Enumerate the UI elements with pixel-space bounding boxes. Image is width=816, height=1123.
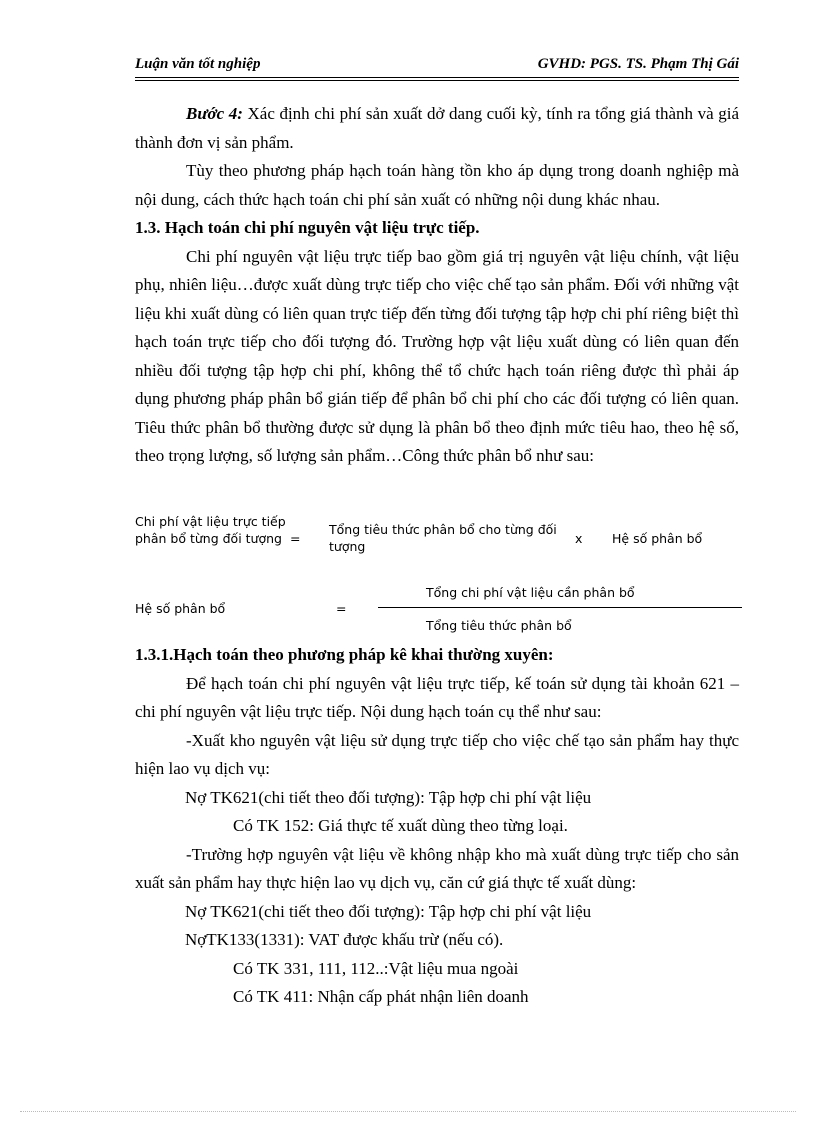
paragraph-account-621: Để hạch toán chi phí nguyên vật liệu trực tiếp, kế toán sử dụng tài khoản 621 – chi phí nguyên vật liệu trực tiếp. Nội dung hạch toán cụ thể như sau: bbox=[135, 673, 739, 721]
page-bottom-border bbox=[20, 1111, 796, 1112]
section-heading-1-3-1: 1.3.1.Hạch toán theo phương pháp kê khai thường xuyên: bbox=[135, 645, 554, 664]
formula1-times: x bbox=[575, 531, 583, 546]
step-text: Xác định chi phí sản xuất dở dang cuối kỳ, tính ra tổng giá thành và giá thành đơn vị sản phẩm. bbox=[135, 104, 739, 152]
header-supervisor: GVHD: PGS. TS. Phạm Thị Gái bbox=[537, 56, 739, 72]
header-thesis-title: Luận văn tốt nghiệp bbox=[135, 56, 261, 72]
formula1-lhs: Chi phí vật liệu trực tiếp phân bổ từng đối tượng bbox=[135, 514, 286, 546]
entry-credit-411: Có TK 411: Nhận cấp phát nhận liên doanh bbox=[233, 987, 529, 1006]
formula2-fraction-bar bbox=[378, 607, 742, 608]
paragraph-method: Tùy theo phương pháp hạch toán hàng tồn kho áp dụng trong doanh nghiệp mà nội dung, cách thức hạch toán chi phí sản xuất có những nội dung khác nhau. bbox=[135, 161, 739, 209]
entry-credit-331: Có TK 331, 111, 112..:Vật liệu mua ngoài bbox=[233, 958, 519, 978]
header-rule-thin bbox=[135, 80, 739, 81]
formula1-coefficient: Hệ số phân bổ bbox=[612, 531, 703, 546]
formula2-numerator: Tổng chi phí vật liệu cần phân bổ bbox=[426, 585, 635, 600]
step-4-paragraph bbox=[135, 100, 739, 157]
entry-debit-621-a: Nợ TK621(chi tiết theo đối tượng): Tập hợp chi phí vật liệu bbox=[185, 787, 592, 807]
header-rule bbox=[135, 77, 739, 78]
section-heading-1-3: 1.3. Hạch toán chi phí nguyên vật liệu trực tiếp. bbox=[135, 218, 480, 237]
paragraph-direct-use: -Trường hợp nguyên vật liệu về không nhập kho mà xuất dùng trực tiếp cho sản xuất sản phẩm hay thực hiện lao vụ dịch vụ, căn cứ giá thực tế xuất dùng: bbox=[135, 844, 739, 892]
paragraph-export-stock: -Xuất kho nguyên vật liệu sử dụng trực tiếp cho việc chế tạo sản phẩm hay thực hiện lao vụ dịch vụ: bbox=[135, 730, 739, 778]
page-header bbox=[135, 52, 739, 78]
step-label: Bước 4: bbox=[186, 104, 243, 123]
formula2-equals: = bbox=[336, 601, 347, 616]
formula2-denominator: Tổng tiêu thức phân bổ bbox=[426, 618, 572, 633]
text-block-top bbox=[135, 100, 739, 471]
entry-debit-133: NợTK133(1331): VAT được khấu trừ (nếu có). bbox=[185, 930, 504, 949]
entry-debit-621-b: Nợ TK621(chi tiết theo đối tượng): Tập hợp chi phí vật liệu bbox=[185, 901, 592, 921]
formula1-equals: = bbox=[290, 531, 301, 546]
text-block-bottom bbox=[135, 641, 739, 1012]
formula2-lhs: Hệ số phân bổ bbox=[135, 601, 226, 616]
paragraph-material-cost: Chi phí nguyên vật liệu trực tiếp bao gồm giá trị nguyên vật liệu chính, vật liệu phụ, nhiên liệu…được xuất dùng trực tiếp cho việc chế tạo sản phẩm. Đối với những vật liệu khi xuất dùng có liên quan trực tiếp đến từng đối tượng tập hợp chi phí riêng biệt thì hạch toán trực tiếp cho đối tượng đó. Trường hợp vật liệu xuất dùng có liên quan đến nhiều đối tượng tập hợp chi phí, không thể tổ chức hạch toán riêng được thì phải áp dụng phương pháp phân bổ gián tiếp để phân bổ chi phí cho các đối tượng có liên quan. Tiêu thức phân bổ thường được sử dụng là phân bổ theo định mức tiêu hao, theo hệ số, theo trọng lượng, số lượng sản phẩm…Công thức phân bổ như sau: bbox=[135, 246, 739, 465]
formula1-total-criteria: Tổng tiêu thức phân bổ cho từng đối tượng bbox=[329, 522, 557, 554]
entry-credit-152: Có TK 152: Giá thực tế xuất dùng theo từng loại. bbox=[233, 816, 568, 835]
